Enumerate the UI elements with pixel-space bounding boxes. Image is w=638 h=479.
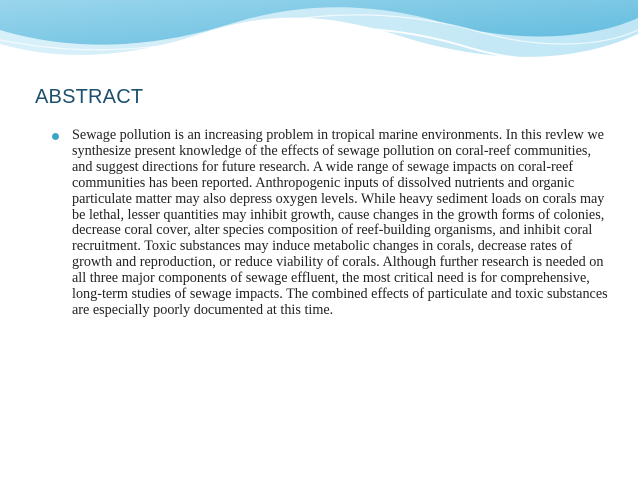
wave-header-decoration [0, 0, 638, 80]
bullet-item [72, 128, 610, 319]
bullet-icon [52, 133, 59, 140]
slide-title: ABSTRACT [35, 86, 144, 108]
bullet-list [72, 128, 610, 319]
abstract-text: Sewage pollution is an increasing problem in tropical marine environments. In this revlew we synthesize present knowledge of the effects of sewage pollution on coral-reef communities, and suggest directions for future research. A wide range of sewage impacts on coral-reef communities has been reported. Anthropogenic inputs of dissolved nutrients and organic particulate matter may also depress oxygen levels. While heavy sediment loads on corals may be lethal, lesser quantities may inhibit growth, cause changes in the growth forms of colonies, decrease coral cover, alter species composition of reef-building organisms, and inhibit coral recruitment. Toxic substances may induce metabolic changes in corals, decrease rates of growth and reproduction, or reduce viability of corals. Although further research is needed on all three major components of sewage effluent, the most critical need is for comprehensive, long-term studies of sewage impacts. The combined effects of particulate and toxic substances are especially poorly documented at this time. [72, 127, 608, 318]
